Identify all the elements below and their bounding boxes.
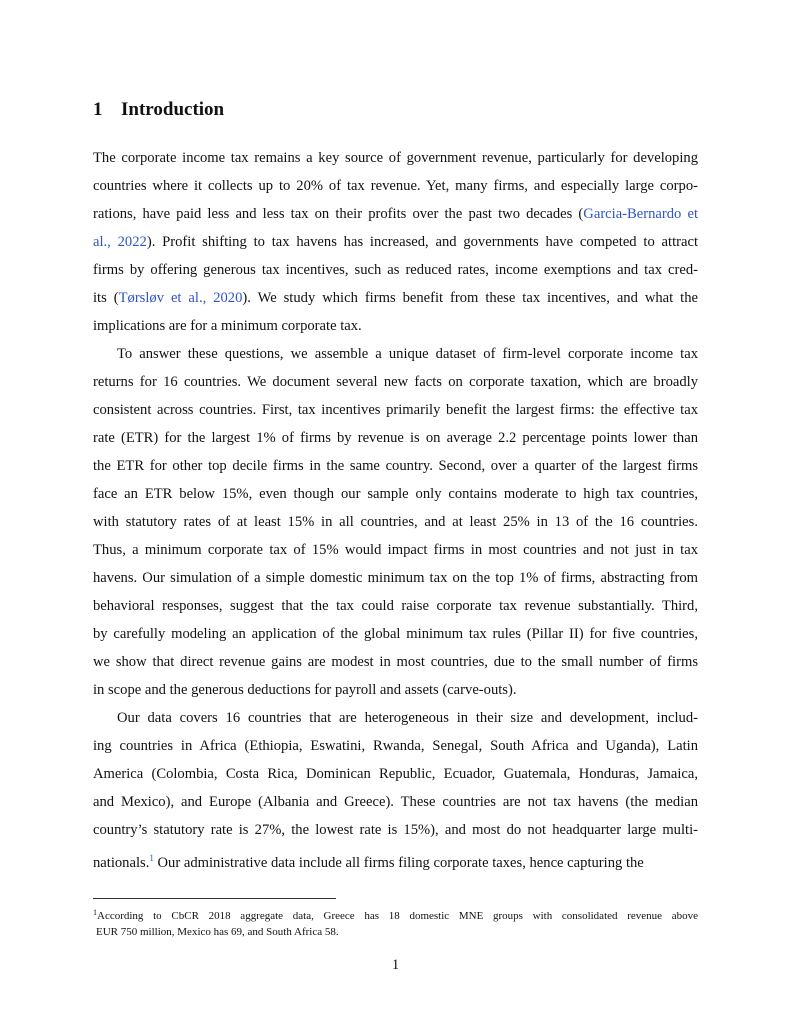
text-line bbox=[93, 424, 698, 452]
text-line bbox=[93, 508, 698, 536]
line-text: To answer these questions, we assemble a unique dataset of firm-level corporate income tax bbox=[117, 346, 698, 362]
text-line bbox=[93, 844, 698, 877]
line-text: Our administrative data include all firms filing corporate taxes, hence capturing the bbox=[153, 855, 644, 871]
text-line bbox=[93, 144, 698, 172]
line-text: with statutory rates of at least 15% in all countries, and at least 25% in 13 of the 16 countries. bbox=[93, 514, 698, 530]
text-line bbox=[93, 536, 698, 564]
line-text: havens. Our simulation of a simple domestic minimum tax on the top 1% of firms, abstracting from bbox=[93, 570, 698, 586]
section-number: 1 bbox=[93, 99, 103, 120]
text-line bbox=[93, 368, 698, 396]
line-text: Our data covers 16 countries that are heterogeneous in their size and development, includ- bbox=[117, 710, 698, 726]
text-line bbox=[93, 340, 698, 368]
line-text: ). Profit shifting to tax havens has increased, and governments have competed to attract bbox=[146, 234, 699, 250]
line-text: Thus, a minimum corporate tax of 15% would impact firms in most countries and not just in tax bbox=[93, 542, 698, 558]
line-text: countries where it collects up to 20% of tax revenue. Yet, many firms, and especially large corpo- bbox=[93, 178, 698, 194]
line-text: we show that direct revenue gains are modest in most countries, due to the small number of firms bbox=[93, 654, 698, 670]
text-line bbox=[93, 788, 698, 816]
footnote-marker: 1 bbox=[93, 908, 97, 917]
line-text: and Mexico), and Europe (Albania and Greece). These countries are not tax havens (the median bbox=[93, 794, 698, 810]
text-line bbox=[93, 704, 698, 732]
text-line bbox=[93, 396, 698, 424]
text-line bbox=[93, 816, 698, 844]
line-text: behavioral responses, suggest that the tax could raise corporate tax revenue substantially. Third, bbox=[93, 598, 698, 614]
section-heading bbox=[93, 99, 224, 121]
line-text: in scope and the generous deductions for payroll and assets (carve-outs). bbox=[93, 682, 517, 698]
line-text: firms by offering generous tax incentives, such as reduced rates, income exemptions and tax cred- bbox=[93, 262, 698, 278]
footnote-line-2: EUR 750 million, Mexico has 69, and South Africa 58. bbox=[96, 926, 339, 938]
text-line bbox=[93, 312, 698, 340]
citation-link[interactable]: Garcia-Bernardo et bbox=[583, 206, 699, 222]
citation-link[interactable]: Tørsløv et al., 2020 bbox=[118, 290, 243, 306]
text-line bbox=[93, 592, 698, 620]
line-text: ing countries in Africa (Ethiopia, Eswatini, Rwanda, Senegal, South Africa and Uganda), Latin bbox=[93, 738, 698, 754]
line-text: rations, have paid less and less tax on their profits over the past two decades ( bbox=[93, 206, 584, 222]
text-line bbox=[93, 200, 698, 228]
text-line bbox=[93, 480, 698, 508]
line-text: implications are for a minimum corporate tax. bbox=[93, 318, 362, 334]
line-text: its ( bbox=[93, 290, 119, 306]
line-text: rate (ETR) for the largest 1% of firms by revenue is on average 2.2 percentage points lower than bbox=[93, 430, 698, 446]
footnote-ref-link[interactable]: 1 bbox=[149, 853, 154, 863]
text-line bbox=[93, 760, 698, 788]
text-line bbox=[93, 172, 698, 200]
text-line bbox=[93, 256, 698, 284]
line-text: nationals. bbox=[93, 855, 150, 871]
text-line bbox=[93, 648, 698, 676]
text-line bbox=[93, 228, 698, 256]
line-text: consistent across countries. First, tax incentives primarily benefit the largest firms: the effective tax bbox=[93, 402, 698, 418]
line-text: The corporate income tax remains a key source of government revenue, particularly for developing bbox=[93, 150, 698, 166]
text-line bbox=[93, 564, 698, 592]
page-number: 1 bbox=[391, 957, 400, 973]
paragraph-3 bbox=[93, 704, 698, 877]
text-line bbox=[93, 620, 698, 648]
line-text: America (Colombia, Costa Rica, Dominican Republic, Ecuador, Guatemala, Honduras, Jamaica, bbox=[93, 766, 698, 782]
line-text: country’s statutory rate is 27%, the lowest rate is 15%), and most do not headquarter large multi- bbox=[93, 822, 698, 838]
footnote bbox=[93, 905, 698, 940]
text-line bbox=[93, 732, 698, 760]
line-text: returns for 16 countries. We document several new facts on corporate taxation, which are broadly bbox=[93, 374, 698, 390]
line-text: the ETR for other top decile firms in the same country. Second, over a quarter of the largest firms bbox=[93, 458, 698, 474]
footnote-divider bbox=[93, 898, 336, 899]
section-title: Introduction bbox=[121, 99, 225, 120]
line-text: face an ETR below 15%, even though our sample only contains moderate to high tax countries, bbox=[93, 486, 698, 502]
text-line bbox=[93, 452, 698, 480]
text-line bbox=[93, 284, 698, 312]
paragraph-1 bbox=[93, 144, 698, 340]
text-line bbox=[93, 676, 698, 704]
paragraph-2 bbox=[93, 340, 698, 704]
line-text: by carefully modeling an application of the global minimum tax rules (Pillar II) for five countries, bbox=[93, 626, 698, 642]
footnote-line-1: $^1$According to CbCR 2018 aggregate data, Greece has 18 domestic MNE groups with consolidated revenue above bbox=[93, 908, 698, 922]
line-text: ). We study which firms benefit from these tax incentives, and what the bbox=[242, 290, 698, 306]
citation-link[interactable]: al., 2022 bbox=[93, 234, 147, 250]
